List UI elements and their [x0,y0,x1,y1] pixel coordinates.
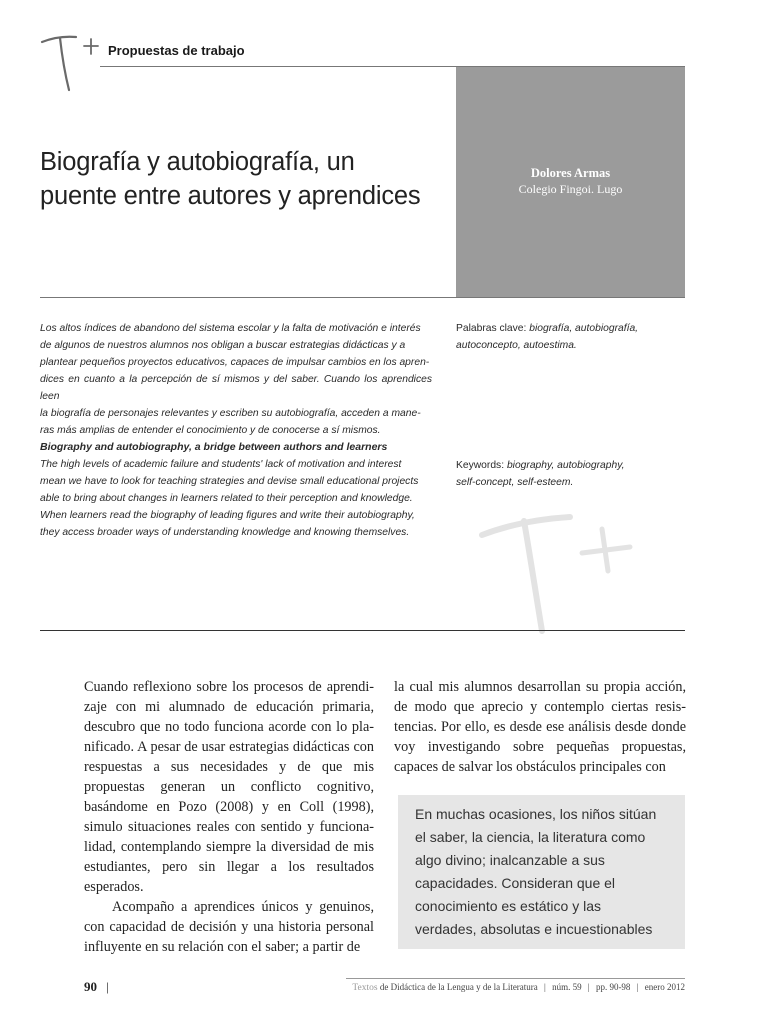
keywords-label: Keywords: [456,460,507,471]
quote-line: el saber, la ciencia, la literatura como [415,829,646,845]
keywords-terms: biography, autobiography, [506,460,625,471]
body-line: simulo situaciones reales con sentido y funciona- [84,819,374,835]
page-number [84,979,109,995]
quote-line: conocimiento es estático y las [415,898,601,914]
author-block [456,165,685,197]
footer-separator: | [544,982,546,992]
body-line: influyente en su relación con el saber; a partir de [84,939,361,955]
body-column-left [84,677,374,957]
keywords-label: Palabras clave: [456,323,530,334]
footer-rule [346,978,685,979]
abstract-line: able to bring about changes in learners related to their perception and knowledge. [40,493,413,504]
author-panel [456,67,685,297]
page-separator: | [106,979,109,994]
body-line: esperados. [84,879,144,895]
abstract-line: they access broader ways of understanding knowledge and knowing themselves. [40,527,410,538]
t-plus-logo [38,28,108,98]
keywords-spanish [456,320,681,354]
title-line-1: Biografía y autobiografía, un [40,148,355,176]
abstract-line: mean we have to look for teaching strategies and devise small educational projects [40,476,419,487]
abstract-line: The high levels of academic failure and students' lack of motivation and interest [40,459,402,470]
abstract-line: plantear pequeños proyectos educativos, capaces de impulsar cambios en los apren- [40,357,430,368]
abstract-english-title: Biography and autobiography, a bridge between authors and learners [40,441,388,453]
body-line: zaje con mi alumnado de educación primaria, [84,699,374,715]
quote-line: En muchas ocasiones, los niños sitúan [415,806,657,822]
body-paragraph [84,677,374,897]
title-line-2: puente entre autores y aprendices [40,182,421,210]
abstract-line: Los altos índices de abandono del sistema escolar y la falta de motivación e interés [40,323,421,334]
body-line: propuestas generan un conflicto cognitivo, [84,779,374,795]
abstract-line: When learners read the biography of leading figures and write their autobiography, [40,510,415,521]
pull-quote [398,795,685,949]
body-paragraph [84,897,374,957]
footer-citation [346,982,685,993]
pull-quote-text [415,803,671,941]
body-line: tencias. Por ello, es desde ese análisis desde donde [394,719,686,735]
author-name: Dolores Armas [530,166,611,180]
footer-separator: | [587,982,590,992]
body-line: Cuando reflexiono sobre los procesos de aprendi- [84,679,374,695]
quote-line: verdades, absolutas e incuestionables [415,921,653,937]
page-number-value: 90 [84,979,97,994]
article-title [40,145,450,213]
keywords-terms: self-concept, self-esteem. [456,477,574,488]
body-line: voy investigando sobre pequeñas propuestas, [394,739,686,755]
issue-number: núm. 59 [552,982,582,992]
body-line: Acompaño a aprendices únicos y genuinos, [112,899,374,915]
body-line: mis estudiantes, pero sin llegar a los resultados [84,839,374,875]
body-column-right [394,677,686,777]
abstract-rule [40,630,685,631]
body-paragraph [394,677,686,777]
journal-subtitle: de Didáctica de la Lengua y de la Literatura [377,982,538,992]
body-line: lidad, contemplando siempre la diversidad de [84,839,349,855]
section-label: Propuestas de trabajo [108,43,245,58]
page-range: pp. 90-98 [595,982,631,992]
abstract-spanish [40,320,432,439]
body-line: con capacidad de decisión y una historia personal [84,919,374,935]
quote-line: algo divino; inalcanzable a sus [415,852,605,868]
body-line: capaces de salvar los obstáculos principales con [394,759,666,775]
issue-date: enero 2012 [644,982,685,992]
quote-line: capacidades. Consideran que el [415,875,616,891]
title-rule [40,297,685,298]
author-affiliation: Colegio Fingoi. Lugo [518,182,623,196]
abstract-line: dices en cuanto a la percepción de sí mismos y del saber. Cuando los aprendices leen [40,374,432,402]
journal-name: Textos [352,983,378,993]
keywords-english [456,457,681,491]
body-line: nificado. A pesar de usar estrategias didácticas [84,739,350,755]
body-line: la cual mis alumnos desarrollan su propia acción, [394,679,686,695]
abstract-line: de algunos de nuestros alumnos nos obligan a buscar estrategias didácticas y a [40,340,406,351]
keywords-terms: biografía, autobiografía, [529,323,639,334]
body-line: descubro que no todo funciona acorde con lo pla- [84,719,374,735]
t-plus-watermark [478,495,638,635]
body-line: con respuestas a sus necesidades y de que mis [84,739,374,775]
keywords-terms: autoconcepto, autoestima. [456,340,577,351]
footer-separator: | [636,982,639,992]
abstract-line: la biografía de personajes relevantes y escriben su autobiografía, acceden a mane- [40,408,421,419]
body-line: de modo que aprecio y contemplo ciertas resis- [394,699,686,715]
body-line: basándome en Pozo (2008) y en Coll (1998), [84,799,374,815]
abstract-english [40,439,432,541]
abstract-line: ras más amplias de entender el conocimiento y de conocerse a sí mismos. [40,425,381,436]
